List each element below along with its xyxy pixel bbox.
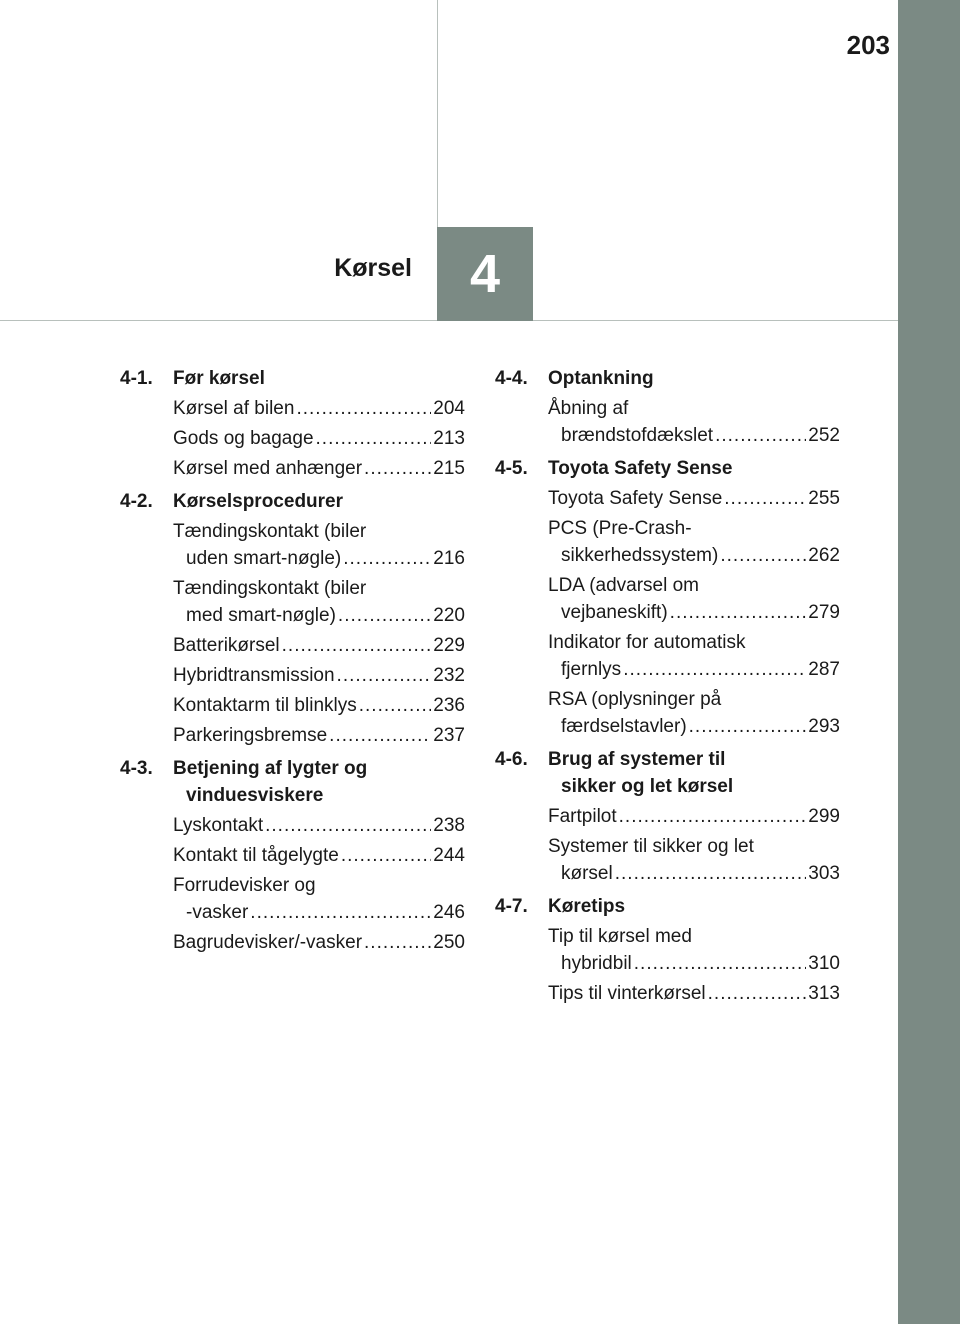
toc-entry-text: Indikator for automatisk (548, 632, 746, 653)
toc-entry-line (173, 518, 465, 545)
toc-entry[interactable] (173, 395, 465, 422)
toc-entry[interactable] (548, 923, 840, 977)
toc-entry-text: hybridbil (561, 953, 632, 974)
dot-leader (364, 455, 431, 482)
section-title (173, 365, 465, 392)
dot-leader (265, 812, 431, 839)
toc-entry-text: fjernlys (561, 659, 622, 680)
toc-entry[interactable] (173, 455, 465, 482)
toc-page-number: 250 (433, 932, 465, 953)
toc-page-number: 293 (808, 716, 840, 737)
toc-entry-line (548, 395, 840, 422)
toc-entry[interactable] (548, 833, 840, 887)
toc-entry-text: Tip til kørsel med (548, 926, 692, 947)
toc-entry-line (173, 425, 465, 452)
toc-entry-text: Kontaktarm til blinklys (173, 695, 357, 716)
toc-page-number: 237 (433, 725, 465, 746)
page-number: 203 (846, 30, 890, 60)
section-title-line: Toyota Safety Sense (548, 458, 733, 479)
toc-section (495, 455, 840, 740)
toc-page-number: 299 (808, 806, 840, 827)
toc-entry-text: færdselstavler) (561, 716, 687, 737)
toc-entry-line (173, 575, 465, 602)
dot-leader (343, 545, 431, 572)
toc-section (120, 488, 465, 749)
toc-entry-text: Kontakt til tågelygte (173, 845, 339, 866)
toc-entry[interactable] (548, 980, 840, 1007)
toc-entry-line (548, 422, 840, 449)
toc-entry-line (548, 599, 840, 626)
toc-page-number: 244 (433, 845, 465, 866)
toc-entry-text: uden smart-nøgle) (186, 548, 342, 569)
section-title-line: Før kørsel (173, 368, 265, 389)
toc-entry[interactable] (173, 632, 465, 659)
dot-leader (708, 980, 807, 1007)
chapter-title: Kørsel (334, 254, 412, 282)
toc-entry-line (173, 662, 465, 689)
section-number: 4-6. (495, 749, 528, 770)
dot-leader (341, 842, 431, 869)
toc-entry-text: -vasker (186, 902, 249, 923)
toc-entry-line (548, 833, 840, 860)
toc-entry-line (173, 812, 465, 839)
toc-section (120, 755, 465, 956)
toc-entry-line (548, 572, 840, 599)
toc-entry-line (548, 656, 840, 683)
chapter-number-tab (437, 227, 533, 321)
dot-leader (670, 599, 807, 626)
toc-entry[interactable] (173, 722, 465, 749)
toc-section (495, 746, 840, 887)
section-title-line: Optankning (548, 368, 654, 389)
toc-entry-line (173, 842, 465, 869)
toc-entry-line (173, 602, 465, 629)
toc-entry[interactable] (173, 872, 465, 926)
dot-leader (359, 692, 432, 719)
dot-leader (724, 485, 806, 512)
toc-entry-text: Batterikørsel (173, 635, 280, 656)
toc-entry[interactable] (173, 812, 465, 839)
toc-entry[interactable] (173, 662, 465, 689)
toc-entry-text: RSA (oplysninger på (548, 689, 722, 710)
toc-page-number: 310 (808, 953, 840, 974)
toc-column-left (120, 365, 465, 962)
toc-entry-line (173, 395, 465, 422)
section-title-line: sikker og let kørsel (561, 776, 734, 797)
section-number: 4-3. (120, 758, 153, 779)
toc-entry-text: Tændingskontakt (biler (173, 521, 367, 542)
toc-entry-text: Gods og bagage (173, 428, 314, 449)
dot-leader (329, 722, 431, 749)
toc-page-number: 232 (433, 665, 465, 686)
toc-entry[interactable] (548, 515, 840, 569)
section-heading (495, 893, 840, 920)
toc-entry-text: Lyskontakt (173, 815, 264, 836)
toc-page-number: 213 (433, 428, 465, 449)
section-number: 4-1. (120, 368, 153, 389)
toc-entry-text: sikkerhedssystem) (561, 545, 719, 566)
section-title (548, 365, 840, 392)
section-heading (495, 746, 840, 800)
toc-entry[interactable] (548, 572, 840, 626)
toc-entry-line (173, 455, 465, 482)
toc-page-number: 313 (808, 983, 840, 1004)
toc-entry[interactable] (548, 686, 840, 740)
dot-leader (623, 656, 806, 683)
section-title-line: Køretips (548, 896, 626, 917)
dot-leader (715, 422, 806, 449)
toc-entry[interactable] (548, 803, 840, 830)
dot-leader (282, 632, 432, 659)
toc-entry-line (548, 860, 840, 887)
section-heading (120, 365, 465, 392)
section-title (173, 755, 465, 809)
toc-page-number: 238 (433, 815, 465, 836)
section-number: 4-4. (495, 368, 528, 389)
toc-entry-text: Tændingskontakt (biler (173, 578, 367, 599)
section-heading (120, 488, 465, 515)
toc-entry-line (548, 542, 840, 569)
toc-entry-line (173, 929, 465, 956)
toc-entry[interactable] (173, 842, 465, 869)
toc-entry-text: Toyota Safety Sense (548, 488, 723, 509)
toc-section (495, 365, 840, 449)
toc-entry-line (548, 803, 840, 830)
dot-leader (250, 899, 431, 926)
toc-entry-text: Hybridtransmission (173, 665, 335, 686)
dot-leader (296, 395, 431, 422)
toc-entry[interactable] (173, 518, 465, 572)
toc-page-number: 236 (433, 695, 465, 716)
toc-page-number: 279 (808, 602, 840, 623)
toc-entry-line (173, 899, 465, 926)
toc-entry-line (548, 629, 840, 656)
toc-page-number: 246 (433, 902, 465, 923)
toc-entry[interactable] (173, 425, 465, 452)
toc-entry-text: LDA (advarsel om (548, 575, 700, 596)
toc-entry-text: kørsel (561, 863, 613, 884)
dot-leader (619, 803, 807, 830)
section-title (548, 455, 840, 482)
section-title-line: Betjening af lygter og (173, 758, 368, 779)
dot-leader (337, 662, 432, 689)
section-heading (495, 455, 840, 482)
toc-entry[interactable] (173, 692, 465, 719)
section-number: 4-2. (120, 491, 153, 512)
toc-page-number: 204 (433, 398, 465, 419)
dot-leader (720, 542, 806, 569)
toc-entry[interactable] (173, 929, 465, 956)
dot-leader (316, 425, 432, 452)
section-title (548, 893, 840, 920)
toc-entry-text: Fartpilot (548, 806, 617, 827)
toc-entry-line (173, 722, 465, 749)
dot-leader (634, 950, 807, 977)
section-heading (120, 755, 465, 809)
toc-entry-text: Parkeringsbremse (173, 725, 328, 746)
toc-page-number: 252 (808, 425, 840, 446)
toc-entry[interactable] (548, 395, 840, 449)
toc-page-number: 255 (808, 488, 840, 509)
section-title-line: Kørselsprocedurer (173, 491, 344, 512)
toc-entry[interactable] (173, 575, 465, 629)
toc-column-right (495, 365, 840, 1013)
toc-entry-line (548, 713, 840, 740)
toc-entry-text: med smart-nøgle) (186, 605, 336, 626)
toc-page-number: 220 (433, 605, 465, 626)
toc-page-number: 287 (808, 659, 840, 680)
toc-entry-line (548, 923, 840, 950)
dot-leader (338, 602, 431, 629)
section-title (548, 746, 840, 800)
toc-entry-text: PCS (Pre-Crash- (548, 518, 692, 539)
section-number: 4-7. (495, 896, 528, 917)
toc-entry-text: vejbaneskift) (561, 602, 668, 623)
section-title-line: vinduesviskere (186, 785, 324, 806)
toc-page-number: 215 (433, 458, 465, 479)
toc-entry[interactable] (548, 485, 840, 512)
dot-leader (364, 929, 431, 956)
toc-entry[interactable] (548, 629, 840, 683)
toc-entry-text: Åbning af (548, 398, 629, 419)
toc-entry-text: Kørsel af bilen (173, 398, 295, 419)
toc-entry-line (173, 872, 465, 899)
toc-page-number: 262 (808, 545, 840, 566)
toc-entry-text: Systemer til sikker og let (548, 836, 754, 857)
toc-entry-text: brændstofdækslet (561, 425, 714, 446)
section-number: 4-5. (495, 458, 528, 479)
toc-entry-text: Forrudevisker og (173, 875, 316, 896)
toc-entry-text: Kørsel med anhænger (173, 458, 363, 479)
toc-entry-text: Bagrudevisker/-vasker (173, 932, 363, 953)
toc-page-number: 303 (808, 863, 840, 884)
dot-leader (615, 860, 807, 887)
header-vertical-divider (437, 0, 438, 228)
chapter-number: 4 (469, 244, 501, 304)
toc-entry-line (548, 686, 840, 713)
toc-entry-text: Tips til vinterkørsel (548, 983, 706, 1004)
toc-section (495, 893, 840, 1007)
toc-page-number: 216 (433, 548, 465, 569)
toc-entry-line (548, 950, 840, 977)
section-heading (495, 365, 840, 392)
toc-entry-line (548, 485, 840, 512)
toc-entry-line (548, 980, 840, 1007)
toc-entry-line (173, 692, 465, 719)
toc-section (120, 365, 465, 482)
toc-entry-line (548, 515, 840, 542)
chapter-side-bar (898, 0, 960, 1324)
toc-entry-line (173, 545, 465, 572)
section-title-line: Brug af systemer til (548, 749, 726, 770)
toc-page-number: 229 (433, 635, 465, 656)
toc-entry-line (173, 632, 465, 659)
section-title (173, 488, 465, 515)
dot-leader (689, 713, 807, 740)
